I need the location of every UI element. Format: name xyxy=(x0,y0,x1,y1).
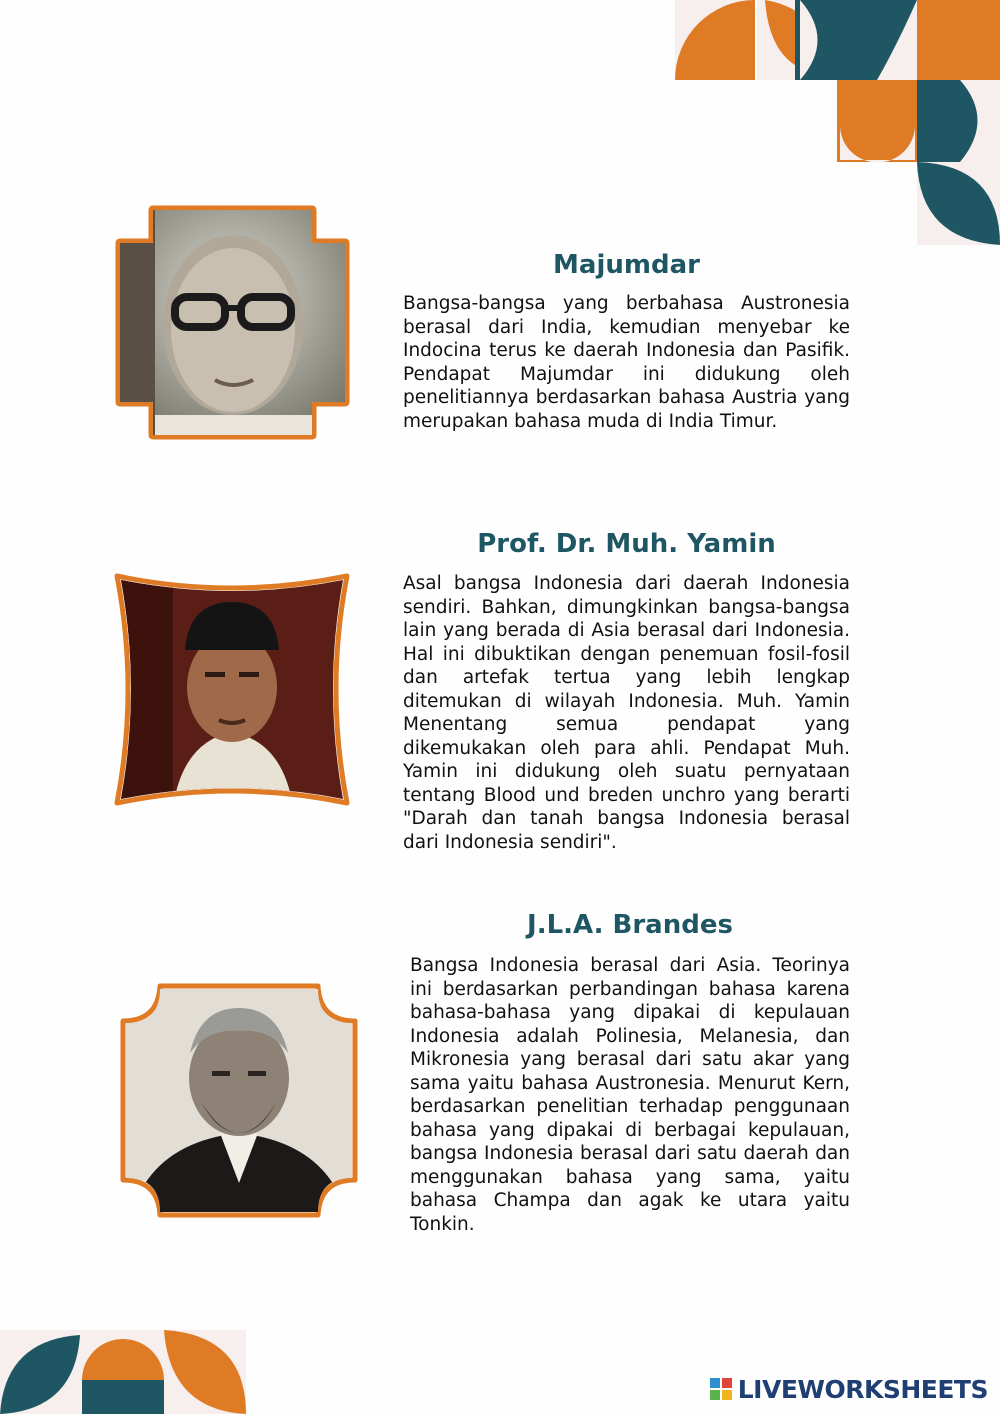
top-right-decoration xyxy=(675,0,1000,245)
liveworksheets-logo xyxy=(710,1374,988,1404)
section-text-yamin: Asal bangsa Indonesia dari daerah Indonesia sendiri. Bahkan, dimungkinkan bangsa-bangsa lain yang berada di Asia berasal dari Indonesia. Hal ini dibuktikan dengan penemuan fosil-fosil dan artefak tertua yang lebih lengkap ditemukan di wilayah Indonesia. Muh. Yamin Menentang semua pendapat yang dikemukakan oleh para ahli. Pendapat Muh. Yamin ini didukung oleh suatu pernyataan tentang Blood und breden unchro yang berarti "Darah dan tanah bangsa Indonesia berasal dari Indonesia sendiri". xyxy=(403,573,850,853)
section-text-majumdar: Bangsa-bangsa yang berbahasa Austronesia berasal dari India, kemudian menyebar ke Indocina terus ke daerah Indonesia dan Pasifik. Pendapat Majumdar ini didukung oleh penelitiannya berdasarkan bahasa Austria yang merupakan bahasa muda di India Timur. xyxy=(403,293,850,432)
liveworksheets-mark-icon xyxy=(710,1378,732,1400)
portrait-majumdar xyxy=(115,205,350,440)
section-title-brandes: J.L.A. Brandes xyxy=(527,910,733,940)
portrait-brandes xyxy=(120,983,358,1218)
section-title-yamin: Prof. Dr. Muh. Yamin xyxy=(477,529,776,559)
bottom-left-decoration xyxy=(0,1330,246,1414)
brand-name: LIVEWORKSHEETS xyxy=(737,1374,988,1404)
portrait-yamin xyxy=(113,572,351,807)
section-title-majumdar: Majumdar xyxy=(553,250,700,280)
section-text-brandes: Bangsa Indonesia berasal dari Asia. Teorinya ini berdasarkan perbandingan bahasa karena bahasa-bahasa yang dipakai di kepulauan Indonesia adalah Polinesia, Melanesia, dan Mikronesia yang berasal dari satu akar yang sama yaitu bahasa Austronesia. Menurut Kern, berdasarkan penelitian terhadap penggunaan bahasa yang dipakai di berbagai kepulauan, bangsa Indonesia berasal dari satu daerah dan menggunakan bahasa yang sama, yaitu bahasa Champa dan agak ke utara yaitu Tonkin. xyxy=(410,955,850,1235)
